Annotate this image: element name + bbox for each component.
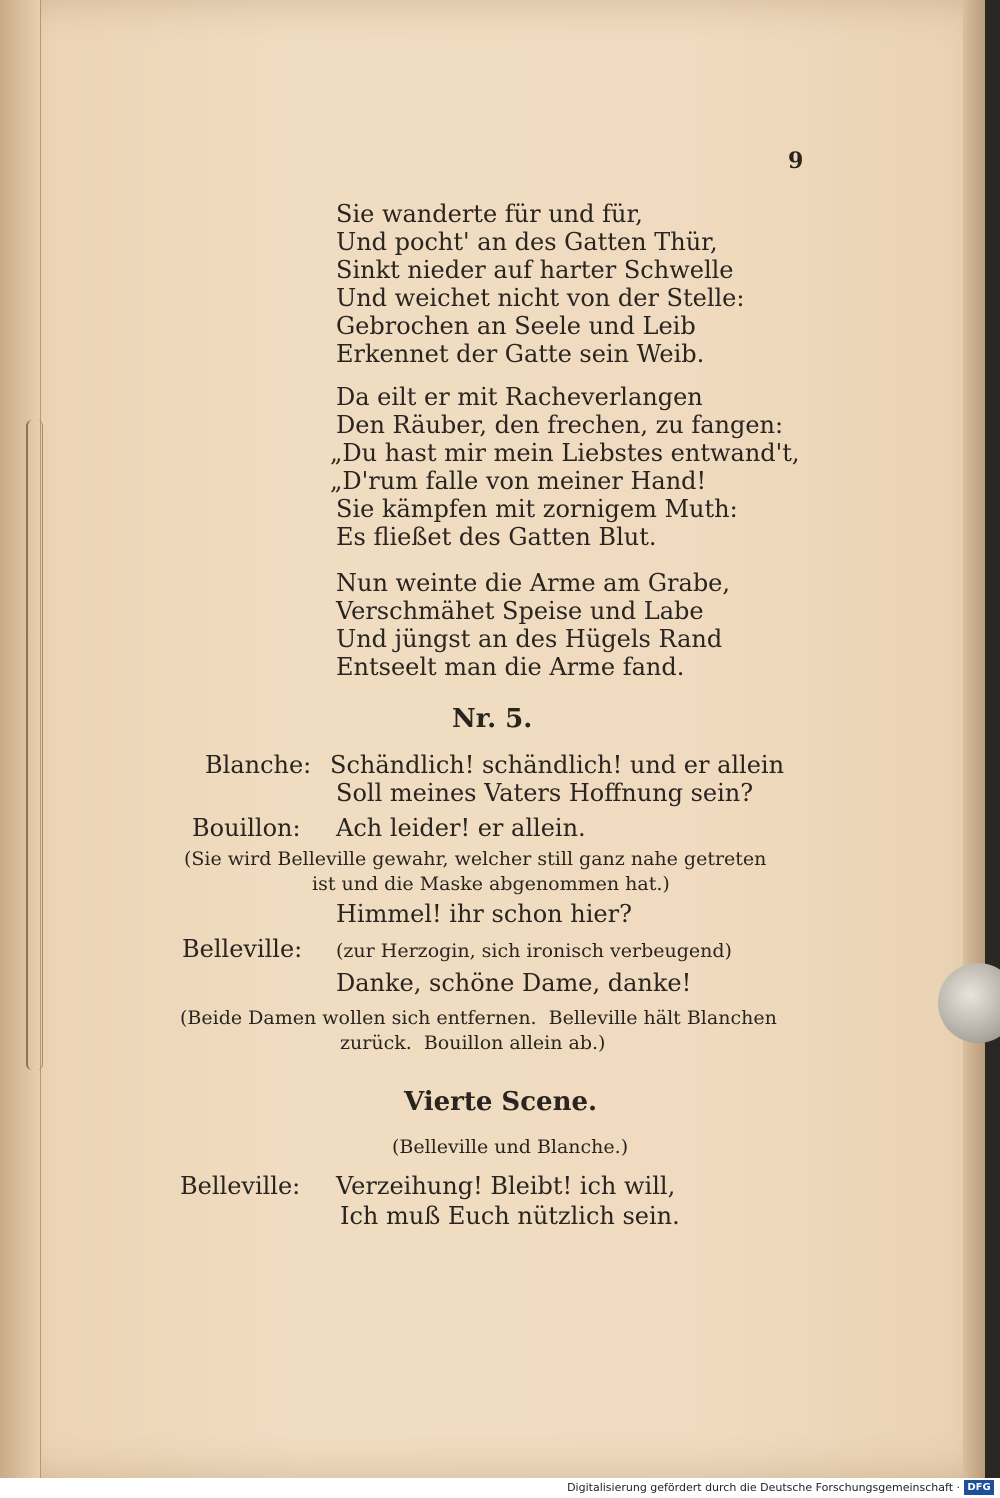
stanza3-line2: Verschmähet Speise und Labe: [336, 597, 704, 625]
stanza3-line4: Entseelt man die Arme fand.: [336, 653, 685, 681]
stanza3-line1: Nun weinte die Arme am Grabe,: [336, 569, 731, 597]
stanza1-line6: Erkennet der Gatte sein Weib.: [336, 340, 705, 368]
page-right-edge: [963, 0, 985, 1478]
scene-heading: Vierte Scene.: [404, 1087, 598, 1117]
binding-spine: [26, 420, 43, 1070]
final-speaker-belleville: Belleville:: [180, 1172, 301, 1200]
speaker-belleville: Belleville:: [182, 935, 303, 963]
stanza1-line4: Und weichet nicht von der Stelle:: [336, 284, 745, 312]
final-line1: Verzeihung! Bleibt! ich will,: [336, 1172, 676, 1200]
speaker-bouillon: Bouillon:: [192, 814, 301, 842]
stanza2-line2: Den Räuber, den frechen, zu fangen:: [336, 411, 784, 439]
stanza2-line6: Es fließet des Gatten Blut.: [336, 523, 657, 551]
stanza1-line2: Und pocht' an des Gatten Thür,: [336, 228, 718, 256]
stanza1-line1: Sie wanderte für und für,: [336, 200, 643, 228]
stanza1-line3: Sinkt nieder auf harter Schwelle: [336, 256, 734, 284]
number-heading: Nr. 5.: [452, 704, 533, 734]
page-number: 9: [788, 148, 804, 174]
stage-direction-2b: zurück. Bouillon allein ab.): [340, 1032, 606, 1054]
stanza2-line4: „D'rum falle von meiner Hand!: [330, 467, 707, 495]
stage-direction-2a: (Beide Damen wollen sich entfernen. Belleville hält Blanchen: [180, 1007, 777, 1029]
dfg-logo: DFG: [964, 1480, 994, 1495]
stage-direction-1b: ist und die Maske abgenommen hat.): [312, 873, 670, 895]
final-line2: Ich muß Euch nützlich sein.: [340, 1202, 680, 1230]
scene-cast: (Belleville und Blanche.): [392, 1136, 629, 1158]
blanche-line2: Soll meines Vaters Hoffnung sein?: [336, 779, 754, 807]
stanza2-line5: Sie kämpfen mit zornigem Muth:: [336, 495, 738, 523]
speaker-blanche: Blanche:: [205, 751, 312, 779]
stanza3-line3: Und jüngst an des Hügels Rand: [336, 625, 723, 653]
stanza2-line1: Da eilt er mit Racheverlangen: [336, 383, 703, 411]
stanza1-line5: Gebrochen an Seele und Leib: [336, 312, 696, 340]
blanche-line1: Schändlich! schändlich! und er allein: [330, 751, 785, 779]
stanza2-line3: „Du hast mir mein Liebstes entwand't,: [330, 439, 800, 467]
bouillon-line: Ach leider! er allein.: [336, 814, 586, 842]
belleville-direction: (zur Herzogin, sich ironisch verbeugend): [336, 940, 732, 962]
himmel-line: Himmel! ihr schon hier?: [336, 900, 632, 928]
funding-credit: Digitalisierung gefördert durch die Deutsche Forschungsgemeinschaft ·: [567, 1481, 960, 1494]
danke-line: Danke, schöne Dame, danke!: [336, 969, 692, 997]
stage-direction-1a: (Sie wird Belleville gewahr, welcher still ganz nahe getreten: [184, 848, 767, 870]
